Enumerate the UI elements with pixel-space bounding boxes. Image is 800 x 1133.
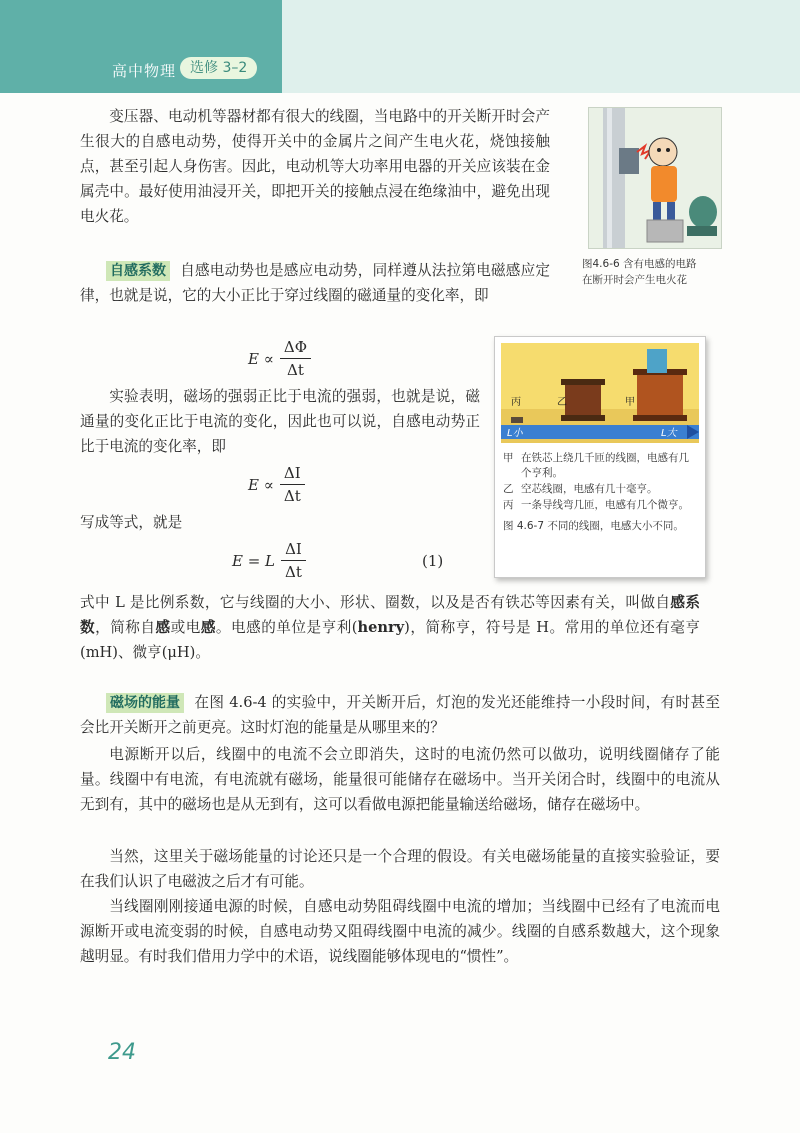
- paragraph-self-inductance: [80, 258, 550, 308]
- coil-label-jia: 甲: [625, 397, 635, 408]
- coils-illustration: [501, 343, 699, 443]
- note-row: [503, 498, 699, 513]
- formula-emf-flux: [248, 338, 311, 379]
- note-text: 一条导线弯几匝，电感有几个微亨。: [521, 499, 689, 511]
- coil-label-bing: 丙: [511, 397, 521, 408]
- figure1-caption-line2: 在断开时会产生电火花: [582, 274, 687, 286]
- field-energy-text: 在图 4.6-4 的实验中，开关断开后，灯泡的发光还能维持一小段时间，有时甚至会比开关断开之前更亮。这时灯泡的能量是从哪里来的？: [80, 694, 720, 736]
- paragraph-field-energy-4: 当线圈刚刚接通电源的时候，自感电动势阻碍线圈中电流的增加；当线圈中已经有了电流而电源断开或电流变弱的时候，自感电动势又阻碍线圈中电流的减少。线圈的自感系数越大，这个现象越明显。有时我们借用力学中的术语，说线圈能够体现电的“惯性”。: [80, 898, 720, 965]
- paragraph-field-energy-intro: [80, 690, 720, 740]
- note-row: [503, 451, 699, 481]
- formula2-numerator: ΔI: [280, 464, 305, 485]
- figure-coils: [494, 336, 706, 578]
- formula1-lhs: E ∝: [248, 349, 274, 368]
- inductance-large-label: L大: [661, 428, 677, 439]
- header-light-block: [282, 0, 800, 93]
- equation-number: (1): [422, 552, 444, 570]
- formula3-denominator: Δt: [285, 563, 302, 581]
- figure2-caption: 图 4.6-7 不同的线圈，电感大小不同。: [503, 520, 684, 532]
- inductance-text-4: 。电感的单位是亨利(: [215, 619, 358, 636]
- equality-intro: 写成等式，就是: [80, 514, 183, 531]
- inductance-text-3: 或电: [170, 619, 201, 636]
- coil-label-yi: 乙: [557, 397, 567, 408]
- inductance-bold-4: henry: [357, 619, 405, 636]
- book-title: 高中物理: [112, 62, 177, 80]
- term-self-inductance: 自感系数: [106, 261, 170, 281]
- formula1-fraction: [280, 338, 311, 379]
- inductance-bold-3: 感: [200, 619, 216, 636]
- figure1-caption: [582, 256, 732, 288]
- inductance-bold-1: 感系数: [80, 594, 700, 636]
- paragraph-transformer: 变压器、电动机等器材都有很大的线圈，当电路中的开关断开时会产生很大的自感电动势，使得开关中的金属片之间产生电火花，烧蚀接触点，甚至引起人身伤害。因此，电动机等大功率用电器的开关应该装在金属壳中。最好使用油浸开关，即把开关的接触点浸在绝缘油中，避免出现电火花。: [80, 108, 550, 225]
- term-field-energy: 磁场的能量: [106, 693, 184, 713]
- paragraph-experiment: 实验表明，磁场的强弱正比于电流的强弱，也就是说，磁通量的变化正比于电流的变化，因此也可以说，自感电动势正比于电流的变化率，即: [80, 388, 480, 455]
- note-key: 甲: [503, 452, 514, 464]
- note-text: 在铁芯上绕几千匝的线圈，电感有几个亨利。: [521, 452, 689, 479]
- paragraph-inductance-definition: [80, 590, 700, 665]
- figure2-notes: [503, 451, 699, 534]
- page-header: [0, 0, 800, 93]
- formula2-lhs: E ∝: [248, 475, 274, 494]
- formula2-denominator: Δt: [283, 487, 301, 505]
- inductance-small-label: L小: [507, 428, 523, 439]
- formula3-lhs: E = L: [232, 551, 276, 570]
- coils-photo: [501, 343, 699, 443]
- formula1-denominator: Δt: [287, 361, 304, 379]
- paragraph-field-energy-3: 当然，这里关于磁场能量的讨论还只是一个合理的假设。有关电磁场能量的直接实验验证，要在我们认识了电磁波之后才有可能。: [80, 848, 720, 890]
- formula-emf-equation: [232, 540, 306, 581]
- figure-spark-illustration: [588, 107, 722, 249]
- note-row: [503, 482, 699, 497]
- spark-illustration: [589, 108, 721, 248]
- formula3-numerator: ΔI: [281, 540, 306, 561]
- figure1-caption-line1: 图4.6-6 含有电感的电路: [582, 258, 697, 270]
- inductance-text-5: )，简称亨，符号是 H。常用的单位还有毫亨(mH)、微亨(μH)。: [80, 619, 700, 661]
- note-key: 丙: [503, 499, 514, 511]
- formula1-numerator: ΔΦ: [280, 338, 311, 359]
- inductance-text-1: 式中 L 是比例系数，它与线圈的大小、形状、圈数，以及是否有铁芯等因素有关，叫做自: [80, 594, 671, 611]
- inductance-bold-2: 感: [155, 619, 171, 636]
- note-text: 空芯线圈，电感有几十毫亨。: [521, 483, 658, 495]
- note-key: 乙: [503, 483, 514, 495]
- volume-badge: 选修 3–2: [180, 57, 257, 79]
- inductance-text-2: ，简称自: [95, 619, 156, 636]
- formula-emf-current: [248, 464, 305, 505]
- formula3-fraction: [281, 540, 306, 581]
- formula2-fraction: [280, 464, 305, 505]
- page-number: 24: [108, 1040, 136, 1065]
- self-inductance-text: 自感电动势也是感应电动势，同样遵从法拉第电磁感应定律，也就是说，它的大小正比于穿过线圈的磁通量的变化率，即: [80, 262, 550, 304]
- paragraph-field-energy-2: 电源断开以后，线圈中的电流不会立即消失，这时的电流仍然可以做功，说明线圈储存了能量。线圈中有电流，有电流就有磁场，能量很可能储存在磁场中。当开关闭合时，线圈中的电流从无到有，其中的磁场也是从无到有，这可以看做电源把能量输送给磁场，储存在磁场中。: [80, 746, 720, 813]
